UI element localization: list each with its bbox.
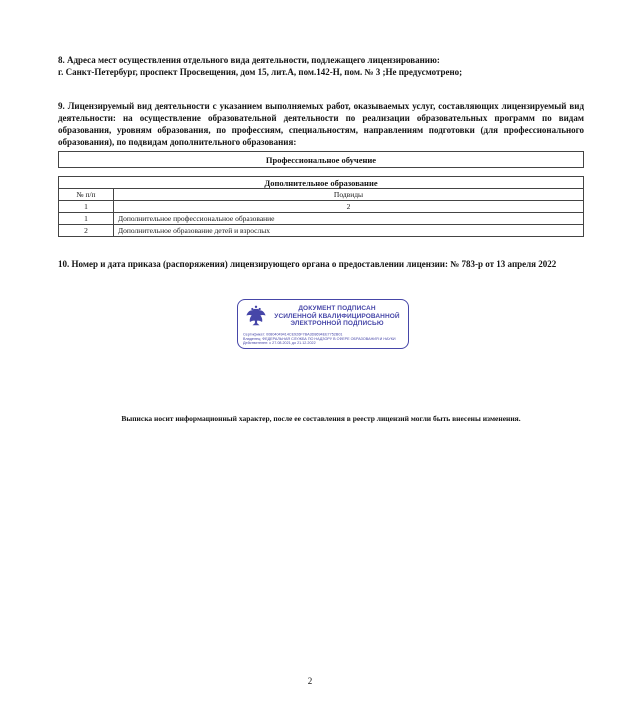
stamp-validity: Действителен: с 27.08.2021 до 21.12.2022	[243, 341, 316, 345]
coat-of-arms-icon	[243, 304, 269, 330]
row-num: 1	[59, 213, 114, 225]
table-professional-training	[58, 151, 584, 168]
table-additional-education	[58, 176, 584, 237]
column-header-num: № п/п	[59, 189, 114, 201]
table-row	[59, 213, 584, 225]
column-number-num: 1	[59, 201, 114, 213]
stamp-owner: Владелец: ФЕДЕРАЛЬНАЯ СЛУЖБА ПО НАДЗОРУ В СФЕРЕ ОБРАЗОВАНИЯ И НАУКИ	[243, 336, 396, 341]
table-colnumber-row	[59, 201, 584, 213]
section-9	[58, 100, 584, 148]
stamp-title-line-1: ДОКУМЕНТ ПОДПИСАН	[298, 305, 376, 313]
section-9-text: 9. Лицензируемый вид деятельности с указанием выполняемых работ, оказываемых услуг, составляющих лицензируемый вид деятельности: на осуществление образовательной деятельности по реализации образовательных программ по видам образования, уровням образования, по профессиям, специальностям, направлениям подготовки (для профессионального образования), по подвидам дополнительного образования:	[58, 101, 584, 147]
row-value: Дополнительное образование детей и взрослых	[114, 225, 584, 237]
section-10-text: 10. Номер и дата приказа (распоряжения) лицензирующего органа о предоставлении лицензии: № 783-р от 13 апреля 2022	[58, 259, 557, 269]
signature-stamp	[237, 299, 409, 349]
table-header-row	[59, 189, 584, 201]
table-caption-row	[59, 177, 584, 189]
row-num: 2	[59, 225, 114, 237]
document-body	[58, 55, 584, 423]
section-8-address: г. Санкт-Петербург, проспект Просвещения, дом 15, лит.А, пом.142-Н, пом. № 3 ;Не предусмотрено;	[58, 66, 463, 77]
stamp-title-line-3: ЭЛЕКТРОННОЙ ПОДПИСЬЮ	[290, 320, 384, 328]
stamp-certificate: Сертификат: 00804049414CE926F7BA3D8694EE7752B01	[243, 332, 343, 337]
footer-note: Выписка носит информационный характер, после ее составления в реестр лицензий могли быть внесены изменения.	[121, 413, 521, 423]
section-10	[58, 259, 584, 271]
table-professional-training-title: Профессиональное обучение	[265, 154, 377, 165]
table-row	[59, 225, 584, 237]
page-number: 2	[307, 676, 313, 686]
stamp-title-line-2: УСИЛЕННОЙ КВАЛИФИЦИРОВАННОЙ	[274, 312, 400, 320]
stamp-details	[243, 333, 402, 346]
column-number-subtypes: 2	[114, 201, 584, 213]
stamp-header	[243, 304, 402, 330]
stamp-title	[272, 305, 402, 328]
section-8-heading: 8. Адреса мест осуществления отдельного вида деятельности, подлежащего лицензированию:	[58, 55, 440, 65]
table-additional-education-title: Дополнительное образование	[59, 177, 584, 189]
row-value: Дополнительное профессиональное образование	[114, 213, 584, 225]
section-8	[58, 55, 584, 78]
column-header-subtypes: Подвиды	[114, 189, 584, 201]
